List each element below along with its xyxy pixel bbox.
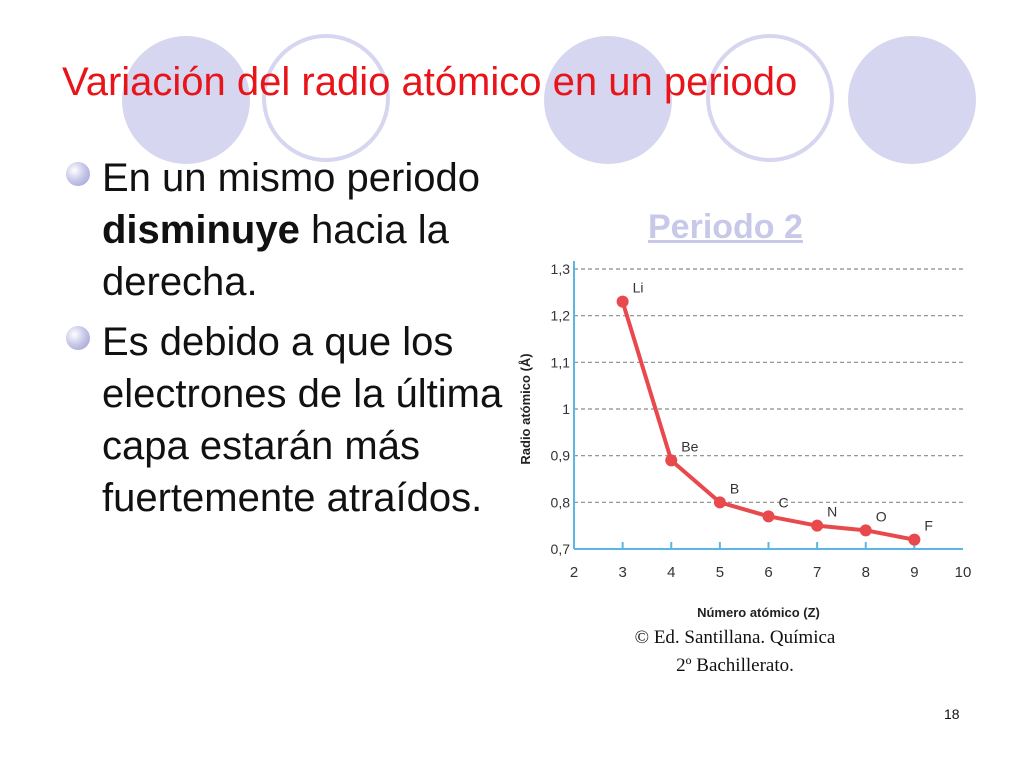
point-label: Li xyxy=(632,279,644,296)
bullet-text-post: hacia la derecha. xyxy=(102,208,449,304)
y-tick-label: 1 xyxy=(562,401,570,417)
x-tick-label: 10 xyxy=(954,564,972,581)
x-axis-label: Número atómico (Z) xyxy=(697,605,820,620)
bullet-text-pre: En un mismo periodo xyxy=(102,156,480,200)
x-tick-label: 3 xyxy=(618,564,627,581)
series-line xyxy=(623,302,915,540)
data-point-be xyxy=(665,454,677,466)
x-tick-label: 6 xyxy=(764,564,773,581)
point-label: C xyxy=(778,494,789,511)
point-label: N xyxy=(827,503,838,520)
y-tick-label: 0,9 xyxy=(550,447,570,464)
x-tick-label: 2 xyxy=(569,564,579,581)
y-tick-label: 1,2 xyxy=(550,307,570,324)
x-tick-label: 7 xyxy=(812,564,822,581)
y-tick-label: 0,7 xyxy=(550,541,570,557)
point-label: F xyxy=(924,517,933,534)
slide-title: Variación del radio atómico en un periodo xyxy=(62,60,798,104)
credit-line-2: 2º Bachillerato. xyxy=(676,655,794,676)
bullet-text-pre: Es debido a que los electrones de la última capa estarán más fuertemente atraídos. xyxy=(102,320,503,520)
bullet-dot-icon xyxy=(66,326,90,350)
x-tick-label: 4 xyxy=(667,564,676,581)
point-label: Be xyxy=(681,438,699,455)
y-tick-label: 1,1 xyxy=(550,354,570,371)
chart-heading-link[interactable]: Periodo 2 xyxy=(648,208,803,246)
point-label: O xyxy=(875,508,887,525)
data-point-li xyxy=(617,296,629,308)
data-point-b xyxy=(714,496,726,508)
data-point-o xyxy=(860,524,872,536)
x-tick-label: 9 xyxy=(910,564,919,581)
y-tick-label: 1,3 xyxy=(550,261,570,277)
image-credit xyxy=(590,624,880,680)
data-point-f xyxy=(908,534,920,546)
credit-line-1: © Ed. Santillana. Química xyxy=(634,627,836,648)
y-tick-label: 0,8 xyxy=(550,494,570,511)
y-axis-label: Radio atómico (Å) xyxy=(518,353,533,465)
data-point-n xyxy=(811,520,823,532)
slide-number: 18 xyxy=(944,706,960,722)
atomic-radius-chart xyxy=(510,250,980,622)
data-point-c xyxy=(763,510,775,522)
x-tick-label: 8 xyxy=(861,564,870,581)
bullet-text-bold: disminuye xyxy=(102,208,300,252)
bullet-item xyxy=(62,152,542,308)
point-label: B xyxy=(729,480,740,497)
bullet-list xyxy=(62,152,542,532)
x-tick-label: 5 xyxy=(715,564,725,581)
decor-circle-5 xyxy=(848,36,976,164)
bullet-dot-icon xyxy=(66,162,90,186)
bullet-item xyxy=(62,316,542,524)
